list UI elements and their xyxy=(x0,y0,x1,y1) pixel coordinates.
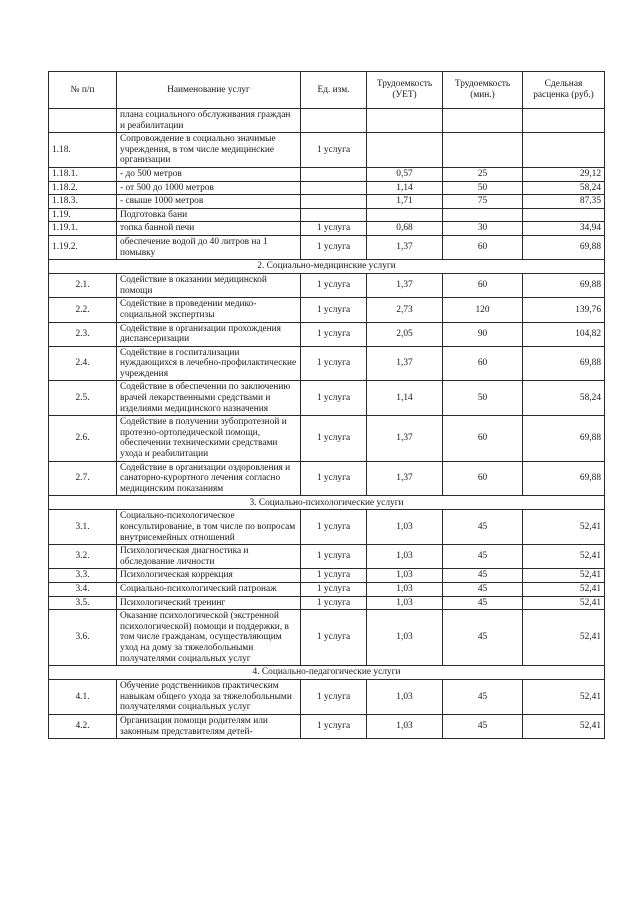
cell-uet: 1,03 xyxy=(367,545,443,569)
table-header xyxy=(49,72,605,109)
cell-uet: 0,57 xyxy=(367,167,443,181)
header-unit: Ед. изм. xyxy=(301,72,367,109)
cell-price: 52,41 xyxy=(523,596,605,610)
cell-min: 45 xyxy=(443,680,523,715)
cell-min xyxy=(443,133,523,168)
cell-unit: 1 услуга xyxy=(301,569,367,583)
cell-num: 1.18.3. xyxy=(49,195,117,209)
cell-name: Психологический тренинг xyxy=(117,596,301,610)
cell-min: 60 xyxy=(443,346,523,381)
cell-unit: 1 услуга xyxy=(301,222,367,236)
cell-num: 1.19.1. xyxy=(49,222,117,236)
services-table xyxy=(48,71,605,739)
cell-unit: 1 услуга xyxy=(301,416,367,461)
header-row xyxy=(49,72,605,109)
cell-price: 52,41 xyxy=(523,569,605,583)
cell-name: Содействие в получении зубопротезной и протезно-ортопедической помощи, обеспечении техническими средствами ухода и реабилитации xyxy=(117,416,301,461)
cell-num: 3.6. xyxy=(49,610,117,666)
cell-uet: 1,71 xyxy=(367,195,443,209)
cell-name: Обучение родственников практическим навыкам общего ухода за тяжелобольными получателями социальных услуг xyxy=(117,680,301,715)
cell-num: 4.2. xyxy=(49,714,117,738)
cell-price: 52,41 xyxy=(523,510,605,545)
cell-num: 2.3. xyxy=(49,322,117,346)
cell-price: 104,82 xyxy=(523,322,605,346)
cell-min: 45 xyxy=(443,582,523,596)
cell-unit: 1 услуга xyxy=(301,346,367,381)
cell-price: 69,88 xyxy=(523,274,605,298)
cell-num: 4.1. xyxy=(49,680,117,715)
cell-uet: 1,37 xyxy=(367,274,443,298)
section-title: 4. Социально-педагогические услуги xyxy=(49,666,605,680)
header-num: № п/п xyxy=(49,72,117,109)
cell-min: 60 xyxy=(443,274,523,298)
cell-unit: 1 услуга xyxy=(301,381,367,416)
cell-unit xyxy=(301,208,367,222)
cell-unit: 1 услуга xyxy=(301,610,367,666)
cell-uet xyxy=(367,133,443,168)
cell-min: 60 xyxy=(443,461,523,496)
cell-uet: 1,03 xyxy=(367,582,443,596)
section-row xyxy=(49,496,605,510)
cell-unit xyxy=(301,109,367,133)
table-row xyxy=(49,181,605,195)
cell-min: 45 xyxy=(443,569,523,583)
cell-price: 34,94 xyxy=(523,222,605,236)
cell-min xyxy=(443,208,523,222)
table-row xyxy=(49,133,605,168)
cell-name: - от 500 до 1000 метров xyxy=(117,181,301,195)
cell-unit: 1 услуга xyxy=(301,461,367,496)
cell-num: 2.6. xyxy=(49,416,117,461)
cell-name: Социально-психологическое консультирование, в том числе по вопросам внутрисемейных отношений xyxy=(117,510,301,545)
cell-unit: 1 услуга xyxy=(301,235,367,259)
cell-price: 69,88 xyxy=(523,346,605,381)
cell-uet: 1,03 xyxy=(367,596,443,610)
cell-unit: 1 услуга xyxy=(301,510,367,545)
cell-num: 1.18. xyxy=(49,133,117,168)
table-row xyxy=(49,109,605,133)
cell-price: 29,12 xyxy=(523,167,605,181)
table-row xyxy=(49,569,605,583)
section-row xyxy=(49,666,605,680)
cell-min: 50 xyxy=(443,181,523,195)
table-row xyxy=(49,461,605,496)
cell-uet: 1,14 xyxy=(367,381,443,416)
cell-min: 45 xyxy=(443,596,523,610)
cell-unit: 1 услуга xyxy=(301,596,367,610)
cell-num: 1.18.1. xyxy=(49,167,117,181)
cell-min xyxy=(443,109,523,133)
table-row xyxy=(49,208,605,222)
table-row xyxy=(49,610,605,666)
cell-name: Содействие в проведении медико-социальной экспертизы xyxy=(117,298,301,322)
cell-min: 60 xyxy=(443,235,523,259)
table-row xyxy=(49,274,605,298)
cell-name: Подготовка бани xyxy=(117,208,301,222)
cell-min: 90 xyxy=(443,322,523,346)
cell-min: 50 xyxy=(443,381,523,416)
cell-unit xyxy=(301,181,367,195)
cell-min: 75 xyxy=(443,195,523,209)
cell-num: 3.5. xyxy=(49,596,117,610)
cell-price: 52,41 xyxy=(523,680,605,715)
cell-unit: 1 услуга xyxy=(301,582,367,596)
cell-num: 1.18.2. xyxy=(49,181,117,195)
cell-num: 1.19.2. xyxy=(49,235,117,259)
header-min: Трудоемкость (мин.) xyxy=(443,72,523,109)
cell-unit xyxy=(301,167,367,181)
table-row xyxy=(49,167,605,181)
cell-num: 3.1. xyxy=(49,510,117,545)
cell-uet: 1,03 xyxy=(367,714,443,738)
cell-num: 1.19. xyxy=(49,208,117,222)
table-row xyxy=(49,322,605,346)
table-row xyxy=(49,235,605,259)
cell-uet: 2,05 xyxy=(367,322,443,346)
cell-uet: 0,68 xyxy=(367,222,443,236)
cell-min: 25 xyxy=(443,167,523,181)
table-row xyxy=(49,596,605,610)
cell-num: 2.7. xyxy=(49,461,117,496)
cell-uet: 1,03 xyxy=(367,610,443,666)
cell-price: 52,41 xyxy=(523,610,605,666)
cell-min: 45 xyxy=(443,510,523,545)
section-title: 2. Социально-медицинские услуги xyxy=(49,260,605,274)
cell-unit: 1 услуга xyxy=(301,680,367,715)
cell-name: Содействие в обеспечении по заключению врачей лекарственными средствами и изделиями медицинского назначения xyxy=(117,381,301,416)
cell-unit: 1 услуга xyxy=(301,714,367,738)
cell-uet xyxy=(367,109,443,133)
cell-price: 52,41 xyxy=(523,545,605,569)
table-row xyxy=(49,545,605,569)
cell-name: Содействие в оказании медицинской помощи xyxy=(117,274,301,298)
cell-num: 2.4. xyxy=(49,346,117,381)
cell-num xyxy=(49,109,117,133)
cell-uet: 1,37 xyxy=(367,235,443,259)
cell-num: 3.4. xyxy=(49,582,117,596)
cell-name: Организация помощи родителям или законным представителям детей- xyxy=(117,714,301,738)
cell-name: - до 500 метров xyxy=(117,167,301,181)
cell-name: плана социального обслуживания граждан и реабилитации xyxy=(117,109,301,133)
cell-price: 69,88 xyxy=(523,235,605,259)
cell-num: 2.2. xyxy=(49,298,117,322)
cell-price: 69,88 xyxy=(523,461,605,496)
table-row xyxy=(49,680,605,715)
cell-num: 3.2. xyxy=(49,545,117,569)
cell-unit: 1 услуга xyxy=(301,298,367,322)
cell-min: 60 xyxy=(443,416,523,461)
cell-price xyxy=(523,109,605,133)
cell-name: Психологическая диагностика и обследование личности xyxy=(117,545,301,569)
cell-uet: 1,37 xyxy=(367,346,443,381)
cell-name: Сопровождение в социально значимые учреждения, в том числе медицинские организации xyxy=(117,133,301,168)
cell-uet: 1,37 xyxy=(367,416,443,461)
table-row xyxy=(49,195,605,209)
cell-uet: 2,73 xyxy=(367,298,443,322)
cell-unit: 1 услуга xyxy=(301,133,367,168)
cell-price: 58,24 xyxy=(523,381,605,416)
cell-num: 2.1. xyxy=(49,274,117,298)
cell-name: Психологическая коррекция xyxy=(117,569,301,583)
cell-name: Оказание психологической (экстренной психологической) помощи и поддержки, в том числе гражданам, осуществляющим уход на дому за тяжелобольными получателями социальных услуг xyxy=(117,610,301,666)
section-row xyxy=(49,260,605,274)
cell-uet: 1,37 xyxy=(367,461,443,496)
table-row xyxy=(49,381,605,416)
table-row xyxy=(49,346,605,381)
header-price: Сдельная расценка (руб.) xyxy=(523,72,605,109)
cell-min: 30 xyxy=(443,222,523,236)
table-row xyxy=(49,714,605,738)
cell-min: 120 xyxy=(443,298,523,322)
table-row xyxy=(49,222,605,236)
table-row xyxy=(49,582,605,596)
cell-name: Социально-психологический патронаж xyxy=(117,582,301,596)
cell-name: обеспечение водой до 40 литров на 1 помывку xyxy=(117,235,301,259)
cell-unit xyxy=(301,195,367,209)
cell-price xyxy=(523,208,605,222)
cell-num: 2.5. xyxy=(49,381,117,416)
cell-uet: 1,14 xyxy=(367,181,443,195)
table-row xyxy=(49,298,605,322)
header-name: Наименование услуг xyxy=(117,72,301,109)
cell-price: 58,24 xyxy=(523,181,605,195)
cell-price: 87,35 xyxy=(523,195,605,209)
cell-unit: 1 услуга xyxy=(301,274,367,298)
cell-name: Содействие в организации прохождения диспансеризации xyxy=(117,322,301,346)
cell-uet: 1,03 xyxy=(367,680,443,715)
header-uet: Трудоемкость (УЕТ) xyxy=(367,72,443,109)
table-row xyxy=(49,416,605,461)
cell-name: - свыше 1000 метров xyxy=(117,195,301,209)
cell-price: 69,88 xyxy=(523,416,605,461)
cell-price xyxy=(523,133,605,168)
cell-price: 52,41 xyxy=(523,714,605,738)
cell-uet: 1,03 xyxy=(367,510,443,545)
table-row xyxy=(49,510,605,545)
cell-min: 45 xyxy=(443,610,523,666)
cell-min: 45 xyxy=(443,545,523,569)
cell-unit: 1 услуга xyxy=(301,322,367,346)
cell-num: 3.3. xyxy=(49,569,117,583)
cell-name: Содействие в организации оздоровления и санаторно-курортного лечения согласно медицинским показаниям xyxy=(117,461,301,496)
cell-price: 139,76 xyxy=(523,298,605,322)
cell-uet: 1,03 xyxy=(367,569,443,583)
table-body xyxy=(49,109,605,739)
cell-name: Содействие в госпитализации нуждающихся в лечебно-профилактические учреждения xyxy=(117,346,301,381)
section-title: 3. Социально-психологические услуги xyxy=(49,496,605,510)
cell-min: 45 xyxy=(443,714,523,738)
cell-name: топка банной печи xyxy=(117,222,301,236)
cell-unit: 1 услуга xyxy=(301,545,367,569)
cell-uet xyxy=(367,208,443,222)
cell-price: 52,41 xyxy=(523,582,605,596)
